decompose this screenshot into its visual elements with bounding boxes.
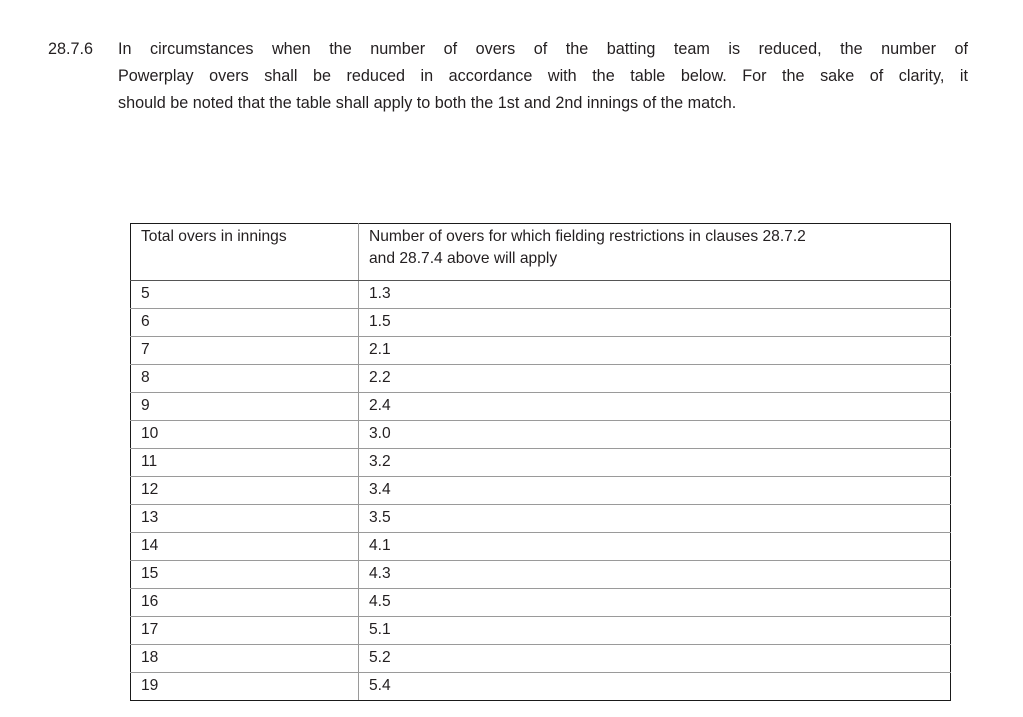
cell-restriction-overs: 5.1 — [359, 617, 951, 645]
table-header — [131, 224, 951, 281]
cell-total-overs: 8 — [131, 365, 359, 393]
cell-restriction-overs: 3.4 — [359, 477, 951, 505]
cell-restriction-overs: 3.5 — [359, 505, 951, 533]
cell-restriction-overs: 1.3 — [359, 281, 951, 309]
cell-total-overs: 12 — [131, 477, 359, 505]
cell-total-overs: 11 — [131, 449, 359, 477]
cell-total-overs: 10 — [131, 421, 359, 449]
table-row — [131, 533, 951, 561]
table-body — [131, 281, 951, 701]
table-row — [131, 561, 951, 589]
table-row — [131, 449, 951, 477]
cell-restriction-overs: 5.2 — [359, 645, 951, 673]
cell-total-overs: 6 — [131, 309, 359, 337]
table-row — [131, 393, 951, 421]
cell-total-overs: 13 — [131, 505, 359, 533]
table-row — [131, 645, 951, 673]
column-header-restriction-overs-label-line-1: Number of overs for which fielding restrictions in clauses 28.7.2 — [369, 228, 806, 245]
clause-text-line-1: In circumstances when the number of overs of the batting team is reduced, the number of — [118, 40, 968, 58]
cell-total-overs: 9 — [131, 393, 359, 421]
clause-number: 28.7.6 — [48, 40, 94, 58]
cell-restriction-overs: 4.1 — [359, 533, 951, 561]
table-row — [131, 505, 951, 533]
cell-restriction-overs: 3.0 — [359, 421, 951, 449]
cell-restriction-overs: 2.2 — [359, 365, 951, 393]
column-header-total-overs — [131, 224, 359, 281]
cell-total-overs: 16 — [131, 589, 359, 617]
column-header-restriction-overs — [359, 224, 951, 281]
cell-total-overs: 15 — [131, 561, 359, 589]
column-header-restriction-overs-label-line-2: and 28.7.4 above will apply — [369, 250, 558, 267]
clause-text — [118, 36, 968, 117]
cell-total-overs: 19 — [131, 673, 359, 701]
cell-total-overs: 17 — [131, 617, 359, 645]
column-header-total-overs-label: Total overs in innings — [141, 228, 287, 245]
table-row — [131, 673, 951, 701]
table-row — [131, 337, 951, 365]
table-row — [131, 589, 951, 617]
table-row — [131, 477, 951, 505]
cell-total-overs: 5 — [131, 281, 359, 309]
cell-restriction-overs: 2.1 — [359, 337, 951, 365]
cell-restriction-overs: 4.3 — [359, 561, 951, 589]
cell-restriction-overs: 3.2 — [359, 449, 951, 477]
cell-total-overs: 7 — [131, 337, 359, 365]
table-row — [131, 617, 951, 645]
powerplay-overs-table — [130, 223, 951, 701]
cell-restriction-overs: 4.5 — [359, 589, 951, 617]
table-row — [131, 281, 951, 309]
clause-text-line-3: should be noted that the table shall apply to both the 1st and 2nd innings of the match. — [118, 94, 737, 112]
cell-total-overs: 14 — [131, 533, 359, 561]
table-header-row — [131, 224, 951, 281]
cell-restriction-overs: 1.5 — [359, 309, 951, 337]
clause-paragraph — [48, 36, 968, 117]
table-row — [131, 309, 951, 337]
cell-restriction-overs: 2.4 — [359, 393, 951, 421]
cell-restriction-overs: 5.4 — [359, 673, 951, 701]
cell-total-overs: 18 — [131, 645, 359, 673]
clause-text-line-2: Powerplay overs shall be reduced in accordance with the table below. For the sake of clarity, it — [118, 67, 968, 85]
table-row — [131, 421, 951, 449]
powerplay-overs-table-container — [130, 223, 950, 701]
table-row — [131, 365, 951, 393]
